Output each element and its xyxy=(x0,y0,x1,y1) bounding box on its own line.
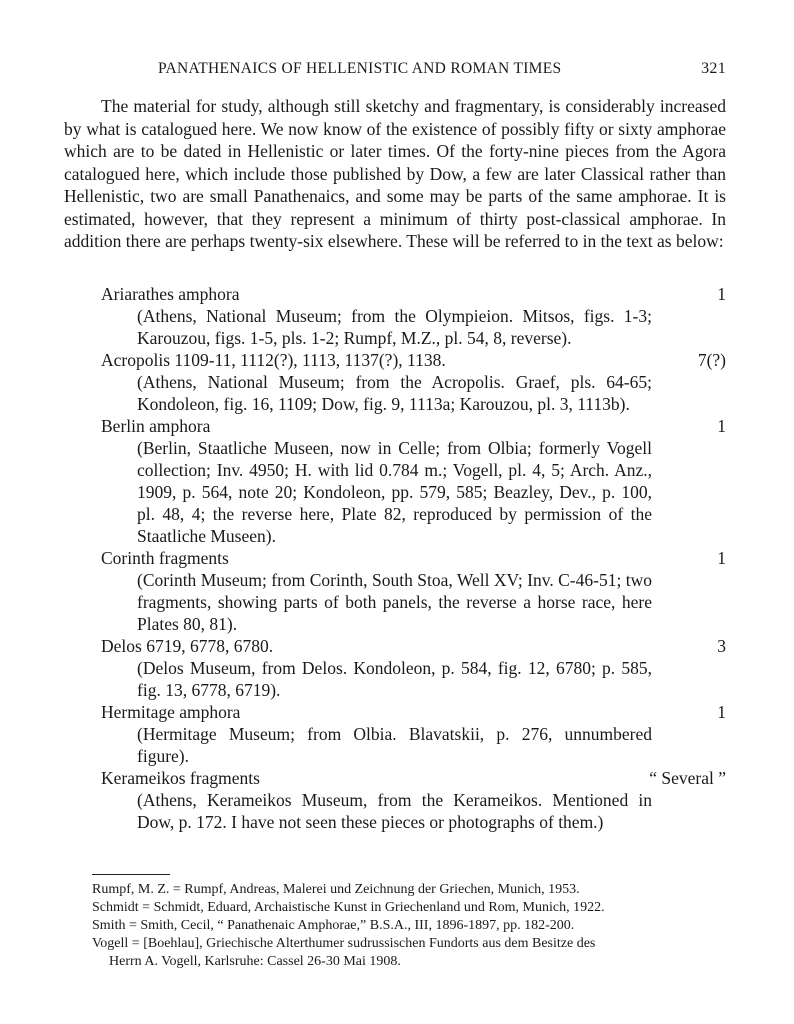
catalog-entry xyxy=(101,415,726,547)
entry-count: 1 xyxy=(717,416,726,436)
page-number: 321 xyxy=(701,60,726,77)
entry-name: Berlin amphora xyxy=(101,416,211,436)
entry-description: (Berlin, Staatliche Museen, now in Celle; from Olbia; formerly Vogell collection; Inv. 4950; H. with lid 0.784 m.; Vogell, pl. 4, 5; Arch. Anz., 1909, p. 564, note 20; Kondoleon, pp. 579, 585; Beazley, Dev., p. 100, pl. 48, 4; the reverse here, Plate 82, reproduced by permission of the Staatliche Museen). xyxy=(137,438,652,546)
entry-description: (Athens, National Museum; from the Olympieion. Mitsos, figs. 1-3; Karouzou, figs. 1-5, pls. 1-2; Rumpf, M.Z., pl. 54, 8, reverse). xyxy=(137,306,652,348)
entry-name: Corinth fragments xyxy=(101,548,229,568)
entry-name: Delos 6719, 6778, 6780. xyxy=(101,636,274,656)
entry-count: 1 xyxy=(717,702,726,722)
footnote: Smith = Smith, Cecil, “ Panathenaic Amphorae,” B.S.A., III, 1896-1897, pp. 182-200. xyxy=(92,918,575,933)
entry-count: 7(?) xyxy=(697,350,726,370)
entry-name: Ariarathes amphora xyxy=(101,284,240,304)
catalog-entry xyxy=(101,635,726,701)
footnote: Rumpf, M. Z. = Rumpf, Andreas, Malerei und Zeichnung der Griechen, Munich, 1953. xyxy=(92,882,580,897)
entry-count: 1 xyxy=(717,284,726,304)
intro-paragraph: The material for study, although still sketchy and fragmentary, is considerably increased by what is catalogued here. We now know of the existence of possibly fifty or sixty amphorae which are to be dated in Hellenistic or later times. Of the forty-nine pieces from the Agora catalogued here, which include those published by Dow, a few are later Classical rather than Hellenistic, two are small Panathenaics, and some may be parts of the same amphorae. It is estimated, however, that they represent a minimum of thirty post-classical amphorae. In addition there are perhaps twenty-six elsewhere. These will be referred to in the text as below: xyxy=(64,96,726,251)
catalog-entry xyxy=(101,283,726,349)
entry-count: “ Several ” xyxy=(649,768,726,788)
footnote-continuation: Herrn A. Vogell, Karlsruhe: Cassel 26-30 Mai 1908. xyxy=(109,954,401,969)
entry-count: 3 xyxy=(717,636,726,656)
entry-description: (Corinth Museum; from Corinth, South Stoa, Well XV; Inv. C-46-51; two fragments, showing parts of both panels, the reverse a horse race, here Plates 80, 81). xyxy=(137,570,652,634)
catalog-entry xyxy=(101,547,726,635)
entry-name: Kerameikos fragments xyxy=(101,768,260,788)
entry-description: (Athens, Kerameikos Museum, from the Kerameikos. Mentioned in Dow, p. 172. I have not seen these pieces or photographs of them.) xyxy=(137,790,652,832)
entry-description: (Hermitage Museum; from Olbia. Blavatskii, p. 276, unnumbered figure). xyxy=(137,724,652,766)
footnote: Vogell = [Boehlau], Griechische Alterthumer sudrussischen Fundorts aus dem Besitze des xyxy=(92,936,596,951)
footnote-rule xyxy=(92,874,170,875)
entry-name: Acropolis 1109-11, 1112(?), 1113, 1137(?), 1138. xyxy=(101,350,446,370)
catalog-entry xyxy=(101,349,726,415)
entry-count: 1 xyxy=(717,548,726,568)
entry-description: (Athens, National Museum; from the Acropolis. Graef, pls. 64-65; Kondoleon, fig. 16, 1109; Dow, fig. 9, 1113a; Karouzou, pl. 3, 1113b). xyxy=(137,372,652,414)
catalog-list xyxy=(101,283,726,833)
footnote: Schmidt = Schmidt, Eduard, Archaistische Kunst in Griechenland und Rom, Munich, 1922. xyxy=(92,900,605,915)
footnotes xyxy=(92,881,726,971)
running-head-title: PANATHENAICS OF HELLENISTIC AND ROMAN TIMES xyxy=(158,60,562,77)
entry-name: Hermitage amphora xyxy=(101,702,241,722)
catalog-entry xyxy=(101,767,726,833)
entry-description: (Delos Museum, from Delos. Kondoleon, p. 584, fig. 12, 6780; p. 585, fig. 13, 6778, 6719). xyxy=(137,658,652,700)
catalog-entry xyxy=(101,701,726,767)
